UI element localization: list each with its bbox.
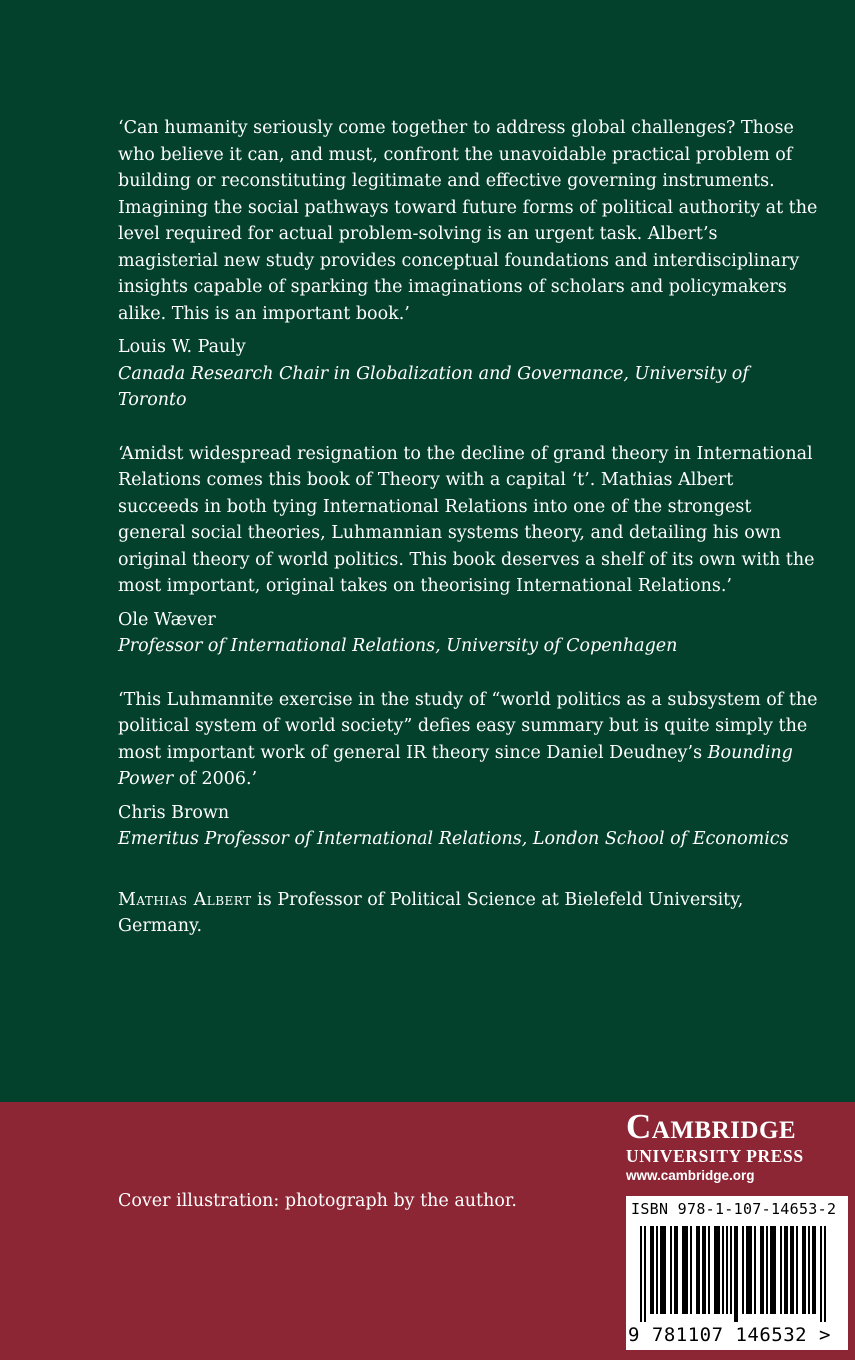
barcode-bar [690, 1226, 692, 1314]
barcode-bar [792, 1226, 794, 1314]
barcode-bar [718, 1226, 720, 1314]
barcode-bar [686, 1226, 688, 1314]
reviewer-name-2: Ole Wæver [118, 609, 216, 630]
publisher-url: www.cambridge.org [626, 1168, 755, 1183]
barcode-bar [660, 1226, 662, 1314]
barcode-bar [742, 1226, 744, 1314]
reviewer-name-1: Louis W. Pauly [118, 337, 246, 357]
publisher-subtitle: UNIVERSITY PRESS [626, 1146, 804, 1166]
barcode-bar [736, 1226, 738, 1322]
barcode-bar [762, 1226, 764, 1314]
reviewer-role-2: Professor of International Relations, University of Copenhagen [118, 636, 678, 656]
barcode-bar [650, 1226, 652, 1314]
barcode-bar [754, 1226, 756, 1314]
barcode-bar [796, 1226, 798, 1314]
barcode-bar [730, 1226, 732, 1314]
barcode-bars [640, 1226, 836, 1322]
barcode-bar [746, 1226, 748, 1314]
barcode-bar [662, 1226, 664, 1314]
reviewer-role-1: Canada Research Chair in Globalization and Governance, University of Toronto [118, 363, 749, 410]
barcode-bar [714, 1226, 716, 1314]
barcode-bar [716, 1226, 718, 1314]
publisher-logo [626, 1108, 850, 1185]
back-cover-bottom-panel [0, 1102, 855, 1360]
author-name: Mathias Albert [118, 889, 252, 910]
barcode-bar [820, 1226, 822, 1322]
barcode-bar [750, 1226, 752, 1314]
review-quote-2: ‘Amidst widespread resignation to the decline of grand theory in International Relations comes this book of Theory with a capital ‘t’. Mathias Albert succeeds in both tying International Relations into one of the strongest general social theories, Luhmannian systems theory, and detailing his own original theory of world politics. This book deserves a shelf of its own with the most important, original takes on theorising International Relations.’ [118, 443, 815, 596]
barcode-bar [676, 1226, 678, 1314]
barcode-bar [670, 1226, 672, 1314]
barcode-bar [698, 1226, 700, 1314]
barcode-bar [812, 1226, 814, 1314]
barcode-bar [704, 1226, 706, 1314]
review-quote-3-end: of 2006.’ [173, 769, 258, 789]
reviewer-role-3: Emeritus Professor of International Relations, London School of Economics [118, 829, 789, 849]
barcode-bar [726, 1226, 728, 1314]
barcode-bar [780, 1226, 782, 1314]
barcode-bar [760, 1226, 762, 1314]
barcode-bar [784, 1226, 786, 1314]
barcode-bar [802, 1226, 804, 1314]
isbn-barcode [626, 1196, 848, 1350]
barcode-bar [674, 1226, 676, 1314]
barcode-bar [696, 1226, 698, 1314]
review-quote-3-text: ‘This Luhmannite exercise in the study of “world politics as a subsystem of the political system of world society” defies easy summary but is quite simply the most important work of general IR theory since Daniel Deudney’s [118, 689, 818, 763]
barcode-bar [748, 1226, 750, 1314]
reviews-section [118, 115, 818, 957]
barcode-bar [814, 1226, 816, 1314]
barcode-bar [682, 1226, 684, 1314]
barcode-bar [644, 1226, 646, 1322]
cover-illustration-credit: Cover illustration: photograph by the author. [118, 1191, 517, 1211]
barcode-bar [808, 1226, 810, 1314]
publisher-name: Cambridge [626, 1107, 797, 1146]
barcode-bar [684, 1226, 686, 1314]
author-bio-text: is Professor of Political Science at Bielefeld University, Germany. [118, 889, 744, 936]
barcode-bar [824, 1226, 826, 1322]
review-quote-3 [118, 687, 818, 793]
barcode-bar [722, 1226, 724, 1314]
barcode-bar [640, 1226, 642, 1322]
barcode-bar [652, 1226, 654, 1314]
review-quote-3-book-title: Bounding Power [118, 742, 793, 789]
barcode-bar [702, 1226, 704, 1314]
author-bio [118, 887, 818, 940]
barcode-bar [774, 1226, 776, 1314]
barcode-bar [664, 1226, 666, 1314]
review-quote-1: ‘Can humanity seriously come together to address global challenges? Those who believe it can, and must, confront the unavoidable practical problem of building or reconstituting legitimate and effective governing instruments. Imagining the social pathways toward future forms of political authority at the level required for actual problem-solving is an urgent task. Albert’s magisterial new study provides conceptual foundations and interdisciplinary insights capable of sparking the imaginations of scholars and policymakers alike. This is an important book.’ [118, 118, 818, 324]
barcode-bar [772, 1226, 774, 1314]
barcode-bar [766, 1226, 768, 1314]
barcode-bar [770, 1226, 772, 1314]
isbn-label: ISBN 978-1-107-14653-2 [631, 1200, 837, 1218]
barcode-bar [734, 1226, 736, 1322]
barcode-digits: 9 781107 146532 > [628, 1324, 831, 1346]
reviewer-name-3: Chris Brown [118, 802, 230, 823]
barcode-bar [790, 1226, 792, 1314]
barcode-bar [786, 1226, 788, 1314]
barcode-bar [708, 1226, 710, 1314]
barcode-bar [656, 1226, 658, 1314]
barcode-bar [804, 1226, 806, 1314]
